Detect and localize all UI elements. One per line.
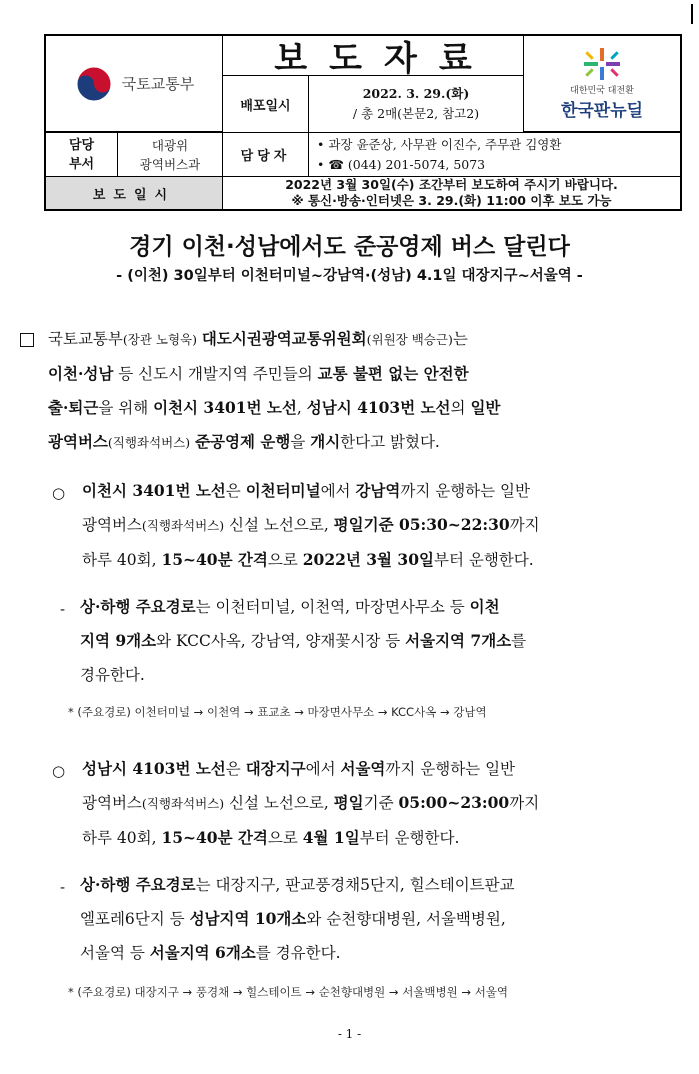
new-deal-subtitle: 대한민국 대전환 xyxy=(570,85,634,96)
ministry-logo xyxy=(46,36,223,132)
press-release-header xyxy=(44,34,682,211)
responsible-label: 담당자 xyxy=(223,132,309,176)
subheadline: - (이천) 30일부터 이천터미널~강남역·(성남) 4.1일 대장지구~서울역 - xyxy=(116,268,583,284)
distribution-label: 배포일시 xyxy=(223,76,309,132)
dash-bullet-icon: - xyxy=(60,600,66,618)
department-label-line2: 부서 xyxy=(68,156,95,172)
seongnam-stops-paragraph: 상·하행 주요경로는 대장지구, 판교풍경채5단지, 힐스테이트판교 엘포레6단지 등 성남지역 10개소와 순천향대병원, 서울백병원, 서울역 등 서울지역 6개소를 경유한다. xyxy=(80,875,515,962)
seongnam-route-paragraph: 성남시 4103번 노선은 대장지구에서 서울역까지 운행하는 일반 광역버스(직행좌석버스) 신설 노선으로, 평일기준 05:00~23:00까지 하루 40회, 15~40분 간격으로 4월 1일부터 운행한다. xyxy=(82,759,540,847)
intro-paragraph: 국토교통부(장관 노형욱) 대도시권광역교통위원회(위원장 백승근)는 이천·성남 등 신도시 개발지역 주민들의 교통 불편 없는 안전한 출·퇴근을 위해 이천시 3401번 노선, 성남시 4103번 노선의 일반 광역버스(직행좌석버스) 준공영제 운행을 개시한다고 밝혔다. xyxy=(48,329,501,451)
korean-new-deal-logo xyxy=(524,36,680,132)
department-value-line2: 광역버스과 xyxy=(139,156,201,172)
department-label xyxy=(46,132,118,176)
page-number: - 1 - xyxy=(337,1027,362,1041)
icheon-route-paragraph: 이천시 3401번 노선은 이천터미널에서 강남역까지 운행하는 일반 광역버스(직행좌석버스) 신설 노선으로, 평일기준 05:30~22:30까지 하루 40회, 15~40분 간격으로 2022년 3월 30일부터 운행한다. xyxy=(82,481,540,569)
release-line2: ※ 통신·방송·인터넷은 3. 29.(화) 11:00 이후 보도 가능 xyxy=(291,193,612,208)
distribution-date: 2022. 3. 29.(화) xyxy=(362,86,470,101)
icheon-stops-paragraph: 상·하행 주요경로는 이천터미널, 이천역, 마장면사무소 등 이천 지역 9개소와 KCC사옥, 강남역, 양재꽃시장 등 서울지역 7개소를 경유한다. xyxy=(80,597,527,684)
new-deal-emblem-icon xyxy=(582,47,622,81)
circle-bullet-icon: ○ xyxy=(52,762,66,780)
department-label-line1: 담당 xyxy=(68,137,95,153)
responsible-names: • 과장 윤준상, 사무관 이진수, 주무관 김영환 xyxy=(317,136,562,152)
distribution-pages: / 총 2매(본문2, 참고2) xyxy=(352,106,480,121)
responsible-value xyxy=(309,132,680,176)
headline: 경기 이천·성남에서도 준공영제 버스 달린다 xyxy=(129,234,570,260)
seongnam-route-note: * (주요경로) 대장지구 → 풍경채 → 힐스테이트 → 순천향대병원 → 서울백병원 → 서울역 xyxy=(68,985,509,999)
page-corner-mark xyxy=(691,4,693,24)
dash-bullet-icon: - xyxy=(60,878,66,896)
release-label: 보도일시 xyxy=(46,176,223,209)
icheon-route-note: * (주요경로) 이천터미널 → 이천역 → 표교초 → 마장면사무소 → KCC사옥 → 강남역 xyxy=(68,705,487,719)
doc-title: 보도자료 xyxy=(223,36,524,76)
taegeuk-emblem-icon xyxy=(74,64,114,104)
release-value xyxy=(223,176,680,209)
department-value-line1: 대광위 xyxy=(151,137,189,153)
responsible-phone: • ☎ (044) 201-5074, 5073 xyxy=(317,156,486,172)
distribution-value xyxy=(309,76,524,132)
circle-bullet-icon: ○ xyxy=(52,484,66,502)
department-value xyxy=(118,132,223,176)
new-deal-title: 한국판뉴딜 xyxy=(560,100,644,121)
ministry-name: 국토교통부 xyxy=(121,75,195,93)
release-line1: 2022년 3월 30일(수) 조간부터 보도하여 주시기 바랍니다. xyxy=(285,177,618,192)
square-bullet-icon xyxy=(20,333,34,347)
